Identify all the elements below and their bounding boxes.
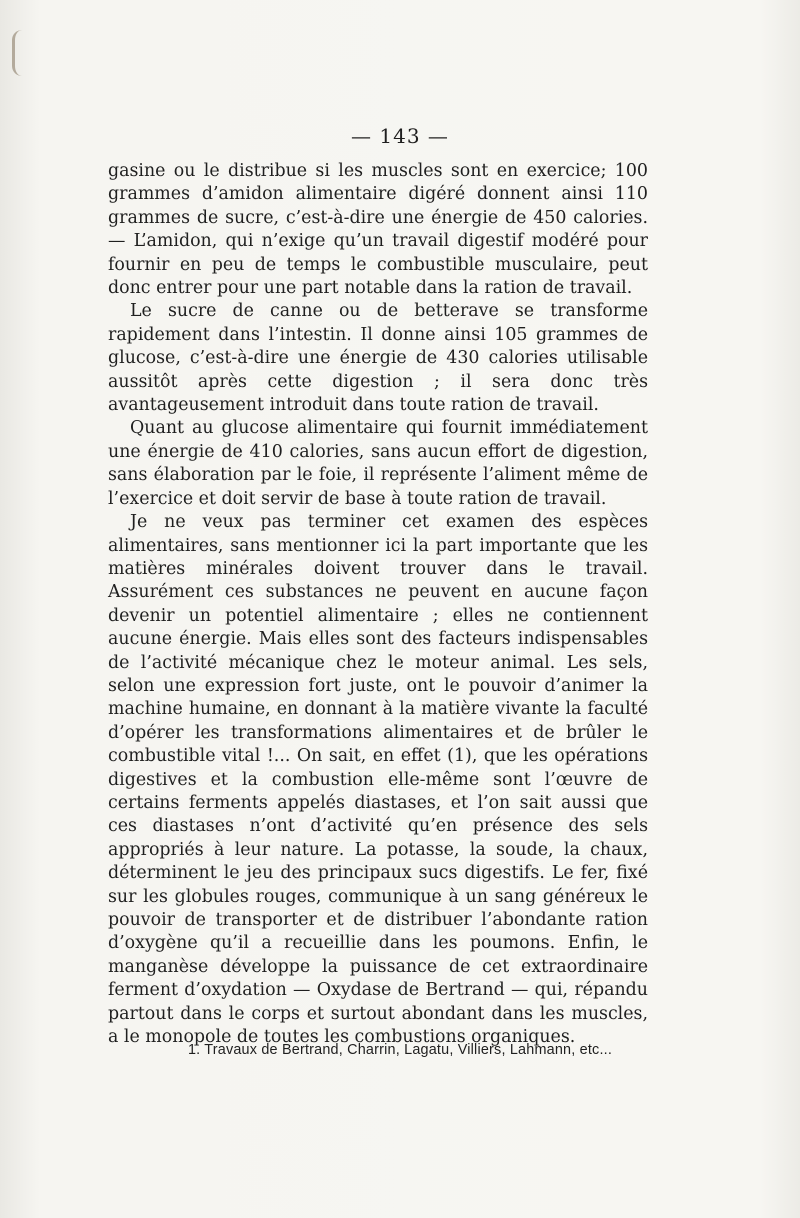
paragraph-matieres-minerales: Je ne veux pas terminer cet examen des espèces alimentaires, sans mentionner ici la part importante que les matières minérales doivent trouver dans le travail. Assurément ces substances ne peuvent en aucune façon devenir un potentiel alimentaire ; elles ne contiennent aucune énergie. Mais elles sont des facteurs indispensables de l’activité mécanique chez le moteur animal. Les sels, selon une expression fort juste, ont le pouvoir d’animer la machine humaine, en donnant à la matière vivante la faculté d’opérer les transformations alimentaires et de brûler le combustible vital !... On sait, en effet (1), que les opérations digestives et la combustion elle-même sont l’œuvre de certains ferments appelés diastases, et l’on sait aussi que ces diastases n’ont d’activité qu’en présence des sels appropriés à leur nature. La potasse, la soude, la chaux, déterminent le jeu des principaux sucs digestifs. Le fer, fixé sur les globules rouges, communique à un sang généreux le pouvoir de transporter et de distribuer l’abondante ration d’oxygène qu’il a recueillie dans les poumons. Enfin, le manganèse développe la puissance de cet extraordinaire ferment d’oxydation — Oxydase de Bertrand — qui, répandu partout dans le corps et surtout abondant dans les muscles, a le monopole de toutes les combustions organiques. bbox=[108, 512, 648, 1048]
page-number: — 143 — bbox=[351, 124, 449, 148]
binding-edge-mark bbox=[12, 30, 33, 76]
paragraph-sucre: Le sucre de canne ou de betterave se transforme rapidement dans l’intestin. Il donne ainsi 105 grammes de glucose, c’est-à-dire une énergie de 430 calories utilisable aussitôt après cette digestion ; il sera donc très avantageusement introduit dans toute ration de travail. bbox=[108, 301, 648, 416]
footnote: 1. Travaux de Bertrand, Charrin, Lagatu, Villiers, Lahmann, etc... bbox=[187, 1042, 613, 1058]
paragraph-glucose: Quant au glucose alimentaire qui fournit immédiatement une énergie de 410 calories, sans aucun effort de digestion, sans élaboration par le foie, il représente l’aliment même de l’exercice et doit servir de base à toute ration de travail. bbox=[108, 418, 648, 509]
paragraph-amidon: gasine ou le distribue si les muscles sont en exercice; 100 grammes d’amidon alimentaire digéré donnent ainsi 110 grammes de sucre, c’est-à-dire une énergie de 450 calories. — L’amidon, qui n’exige qu’un travail digestif modéré pour fournir en peu de temps le combustible musculaire, peut donc entrer pour une part notable dans la ration de travail. bbox=[108, 161, 648, 299]
body-text bbox=[108, 160, 648, 1049]
